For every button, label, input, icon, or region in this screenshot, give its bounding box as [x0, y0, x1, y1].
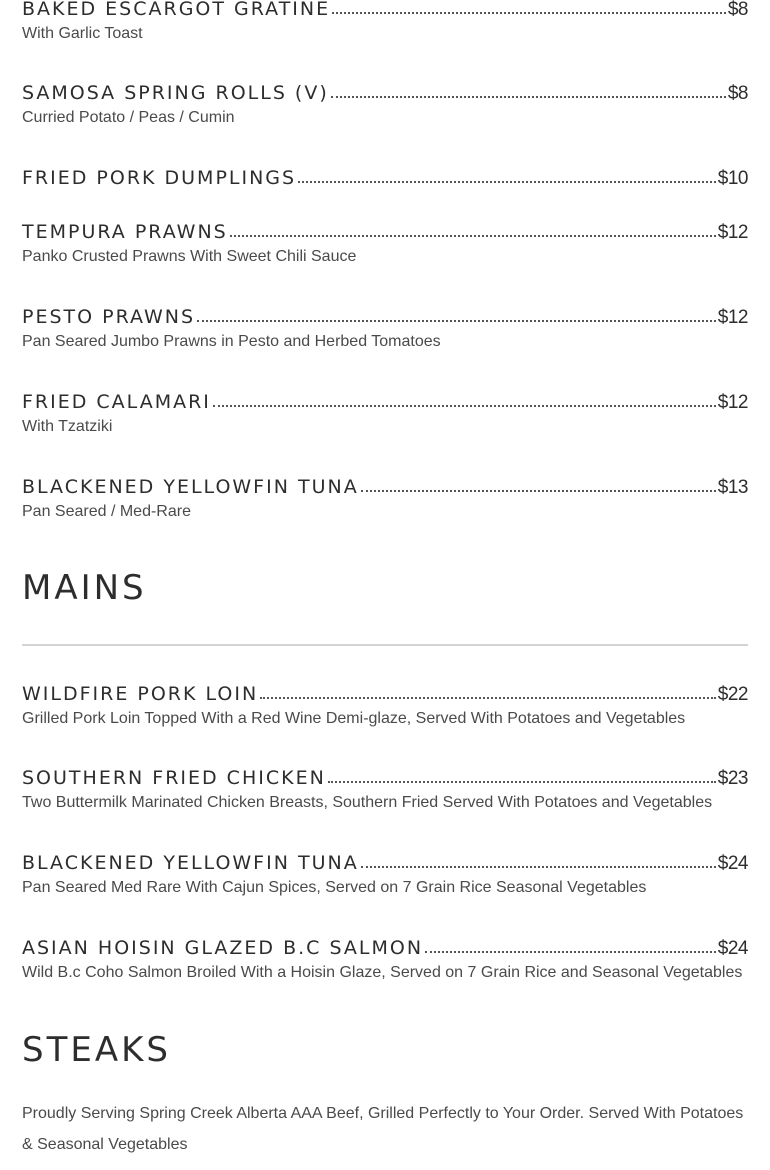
- section-title-mains: MAINS: [22, 568, 147, 608]
- menu-item: [22, 305, 748, 351]
- menu-item: [22, 851, 748, 897]
- dot-leader: [425, 935, 716, 953]
- menu-item: [22, 766, 748, 812]
- item-name: BLACKENED YELLOWFIN TUNA: [22, 476, 359, 498]
- item-price: $13: [717, 477, 748, 498]
- item-price: $24: [717, 938, 748, 959]
- item-description: With Garlic Toast: [22, 25, 143, 42]
- item-price: $8: [727, 83, 748, 104]
- menu-item: [22, 682, 748, 728]
- section-title-steaks: STEAKS: [22, 1030, 171, 1070]
- dot-leader: [213, 389, 716, 407]
- dot-leader: [298, 165, 716, 183]
- item-description: Pan Seared / Med-Rare: [22, 503, 191, 520]
- item-price: $12: [717, 222, 748, 243]
- dot-leader: [230, 219, 716, 237]
- menu-item: [22, 81, 748, 127]
- item-description: Curried Potato / Peas / Cumin: [22, 109, 235, 126]
- item-description: Wild B.c Coho Salmon Broiled With a Hoisin Glaze, Served on 7 Grain Rice and Seasonal Vegetables: [22, 964, 743, 981]
- dot-leader: [260, 681, 716, 699]
- item-description: With Tzatziki: [22, 418, 113, 435]
- item-name: FRIED PORK DUMPLINGS: [22, 167, 297, 189]
- dot-leader: [332, 0, 726, 14]
- item-description: Panko Crusted Prawns With Sweet Chili Sauce: [22, 248, 357, 265]
- item-name: BAKED ESCARGOT GRATINE: [22, 0, 331, 20]
- item-name: BLACKENED YELLOWFIN TUNA: [22, 852, 359, 874]
- item-name: TEMPURA PRAWNS: [22, 221, 228, 243]
- item-price: $8: [727, 0, 748, 20]
- item-description: Pan Seared Med Rare With Cajun Spices, Served on 7 Grain Rice Seasonal Vegetables: [22, 879, 647, 896]
- item-price: $12: [717, 392, 748, 413]
- item-name: ASIAN HOISIN GLAZED B.C SALMON: [22, 937, 424, 959]
- item-name: SAMOSA SPRING ROLLS (V): [22, 82, 329, 104]
- item-price: $22: [717, 684, 748, 705]
- menu-item: [22, 166, 748, 192]
- dot-leader: [197, 304, 716, 322]
- item-price: $24: [717, 853, 748, 874]
- menu-item: [22, 936, 748, 982]
- item-name: PESTO PRAWNS: [22, 306, 196, 328]
- menu-item: [22, 220, 748, 266]
- menu-item: [22, 0, 748, 43]
- item-name: SOUTHERN FRIED CHICKEN: [22, 767, 326, 789]
- item-price: $12: [717, 307, 748, 328]
- item-price: $23: [717, 768, 748, 789]
- section-note: Proudly Serving Spring Creek Alberta AAA Beef, Grilled Perfectly to Your Order. Served With Potatoes & Seasonal Vegetables: [22, 1105, 744, 1153]
- dot-leader: [361, 850, 716, 868]
- menu-item: [22, 390, 748, 436]
- item-description: Two Buttermilk Marinated Chicken Breasts, Southern Fried Served With Potatoes and Vegetables: [22, 794, 713, 811]
- dot-leader: [361, 474, 716, 492]
- dot-leader: [331, 80, 726, 98]
- item-name: FRIED CALAMARI: [22, 391, 211, 413]
- dot-leader: [328, 765, 716, 783]
- menu-item: [22, 475, 748, 521]
- item-description: Pan Seared Jumbo Prawns in Pesto and Herbed Tomatoes: [22, 333, 441, 350]
- item-name: WILDFIRE PORK LOIN: [22, 683, 259, 705]
- section-divider: [22, 644, 748, 646]
- item-description: Grilled Pork Loin Topped With a Red Wine Demi-glaze, Served With Potatoes and Vegetables: [22, 710, 686, 727]
- item-price: $10: [717, 168, 748, 189]
